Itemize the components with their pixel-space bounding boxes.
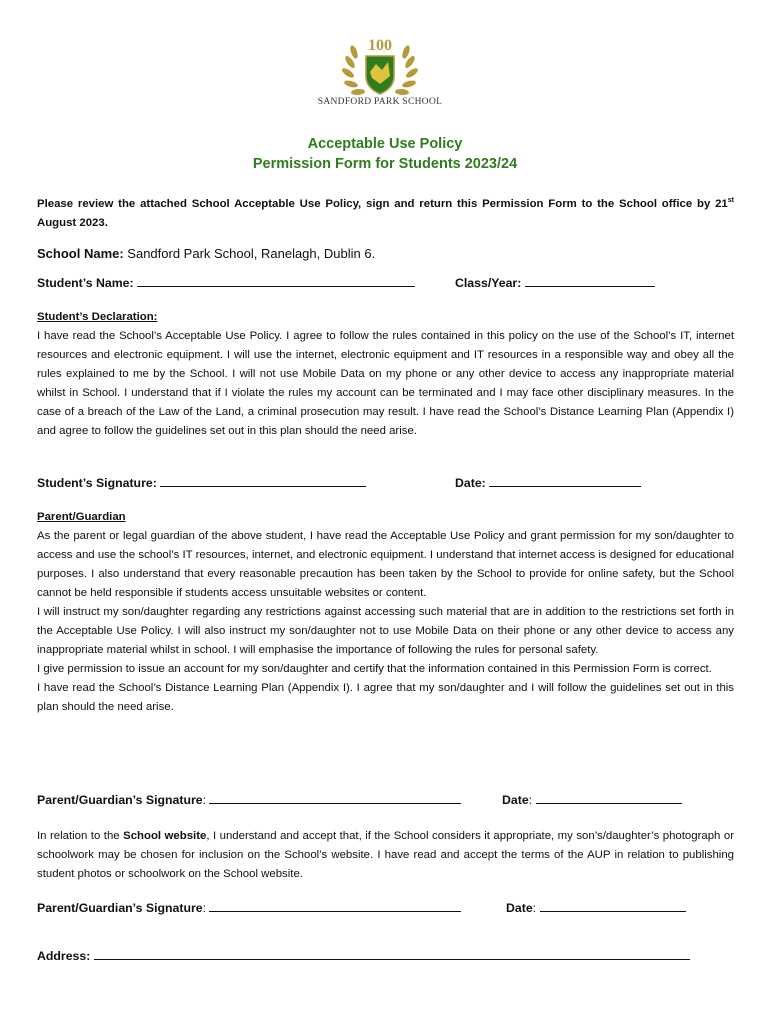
parent-signature-label-2: Parent/Guardian’s Signature [37, 901, 203, 915]
parent-signature-row-2: Parent/Guardian’s Signature: [37, 899, 461, 915]
student-declaration-heading: Student’s Declaration: [37, 311, 158, 323]
class-year-field[interactable] [525, 274, 655, 287]
website-consent: In relation to the School website, I understand and accept that, if the School considers it appropriate, my son’s/daughter’s photograph or schoolwork may be chosen for inclusion on the School’s website. I have read and accept the terms of the AUP in relation to publishing student photos or schoolwork on the School website. [37, 830, 734, 880]
student-declaration [37, 308, 734, 441]
class-year-label: Class/Year: [455, 276, 522, 290]
centenary-badge-text: 100 [368, 37, 392, 54]
parent-guardian-heading: Parent/Guardian [37, 511, 126, 523]
student-name-field[interactable] [137, 274, 415, 287]
school-website-term: School website [123, 830, 207, 842]
intro-instructions: Please review the attached School Acceptable Use Policy, sign and return this Permission Form to the School office by 21st August 2023. [37, 197, 734, 229]
parent-paragraph-2: I will instruct my son/daughter regarding any restrictions against accessing such material that are in addition to the restrictions set forth in the Acceptable Use Policy. I will also instruct my son/daughter not to use Mobile Data on their phone or any other device to access any inappropriate material whilst in school. I will emphasise the importance of following the rules for personal safety. [37, 606, 734, 656]
form-subtitle: Permission Form for Students 2023/24 [252, 156, 518, 172]
parent-signature-field-2[interactable] [209, 899, 461, 912]
parent-paragraph-4: I have read the School’s Distance Learning Plan (Appendix I). I agree that my son/daughter and I will follow the guidelines set out in this plan should the need arise. [37, 682, 734, 713]
parent-date-field-2[interactable] [540, 899, 686, 912]
parent-paragraph-3: I give permission to issue an account for my son/daughter and certify that the information contained in this Permission Form is correct. [37, 663, 712, 675]
address-field[interactable] [94, 947, 690, 960]
parent-signature-label: Parent/Guardian’s Signature [37, 793, 203, 807]
school-name-value: Sandford Park School, Ranelagh, Dublin 6. [123, 246, 376, 261]
student-date-row [455, 474, 641, 490]
address-row [37, 947, 690, 963]
parent-date-row-1: Date: [502, 791, 682, 807]
student-date-field[interactable] [489, 474, 641, 487]
parent-date-label: Date [502, 793, 529, 807]
parent-guardian-section [37, 508, 734, 717]
student-name-row [37, 274, 415, 290]
parent-paragraph-1: As the parent or legal guardian of the above student, I have read the Acceptable Use Policy and grant permission for my son/daughter to access and use the school’s IT resources, internet, and electronic equipment. I understand that internet access is designed for educational purposes. I also understand that every reasonable precaution has been taken by the School to provide for online safety, but the School cannot be held responsible if students access unsuitable websites or content. [37, 530, 734, 599]
school-name-row [37, 246, 375, 261]
form-title: Acceptable Use Policy [307, 136, 463, 152]
student-signature-row [37, 474, 366, 490]
student-name-label: Student’s Name: [37, 276, 134, 290]
address-label: Address: [37, 949, 91, 963]
student-date-label: Date: [455, 476, 486, 490]
student-signature-label: Student’s Signature: [37, 476, 157, 490]
parent-date-field-1[interactable] [536, 791, 682, 804]
logo-school-name: SANDFORD PARK SCHOOL [317, 97, 443, 107]
student-signature-field[interactable] [160, 474, 366, 487]
parent-date-row-2: Date: [506, 899, 686, 915]
class-year-row [455, 274, 655, 290]
parent-signature-row-1: Parent/Guardian’s Signature: [37, 791, 461, 807]
school-name-label: School Name: [37, 246, 124, 261]
parent-signature-field-1[interactable] [209, 791, 461, 804]
student-declaration-text: I have read the School’s Acceptable Use Policy. I agree to follow the rules contained in this policy on the use of the School’s IT, internet resources and electronic equipment. I will use the internet, electronic equipment and IT resources in a responsible way and obey all the rules explained to me by the School. I will not use Mobile Data on my phone or any other device to access any inappropriate material whilst in School. I understand that if I violate the rules my account can be terminated and I may face other disciplinary measures. In the case of a breach of the Law of the Land, a criminal prosecution may result. I have read the School’s Distance Learning Plan (Appendix I) and agree to follow the guidelines set out in this plan should the need arise. [37, 330, 734, 437]
parent-date-label-2: Date [506, 901, 533, 915]
